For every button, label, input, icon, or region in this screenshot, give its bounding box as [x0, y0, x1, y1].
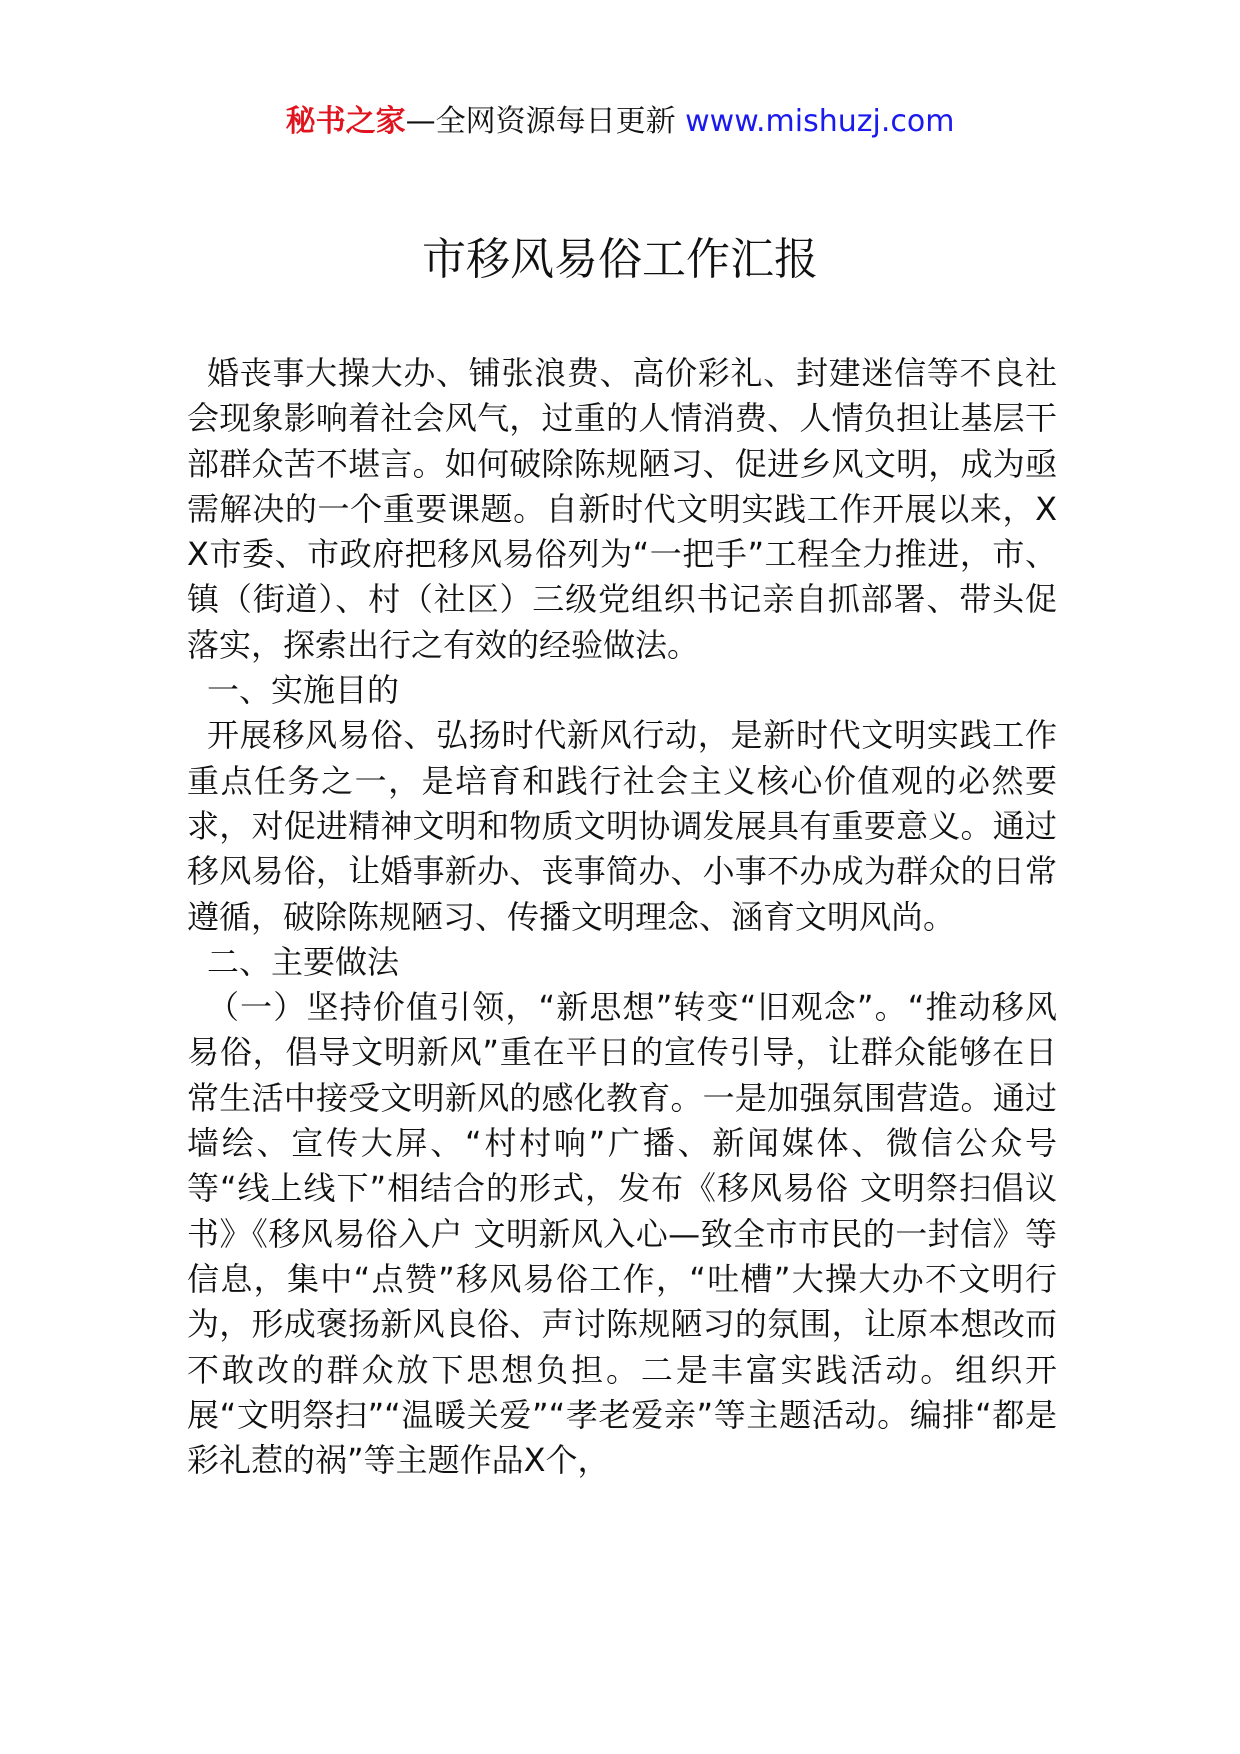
measures-paragraph: （一）坚持价值引领，“新思想”转变“旧观念”。“推动移风易俗，倡导文明新风”重在平日的宣传引导，让群众能够在日常生活中接受文明新风的感化教育。一是加强氛围营造。通过墙绘、宣传大屏、“村村响”广播、新闻媒体、微信公众号等“线上线下”相结合的形式，发布《移风易俗 文明祭扫倡议书》《移风易俗入户 文明新风入心—致全市市民的一封信》等信息，集中“点赞”移风易俗工作，“吐槽”大操大办不文明行为，形成褒扬新风良俗、声讨陈规陋习的氛围，让原本想改而不敢改的群众放下思想负担。二是丰富实践活动。组织开展“文明祭扫”“温暖关爱”“孝老爱亲”等主题活动。编排“都是彩礼惹的祸”等主题作品X个，	[187, 988, 1057, 1480]
document-body	[187, 351, 1057, 1483]
document-title: 市移风易俗工作汇报	[422, 234, 818, 285]
header-tagline: —全网资源每日更新	[405, 104, 686, 139]
section-heading-purpose: 一、实施目的	[207, 671, 400, 710]
purpose-paragraph: 开展移风易俗、弘扬时代新风行动，是新时代文明实践工作重点任务之一，是培育和践行社会主义核心价值观的必然要求，对促进精神文明和物质文明协调发展具有重要意义。通过移风易俗，让婚事新办、丧事简办、小事不办成为群众的日常遵循，破除陈规陋习、传播文明理念、涵育文明风尚。	[187, 716, 1057, 936]
site-header	[0, 100, 1240, 144]
brand-name: 秘书之家	[285, 104, 406, 139]
site-url-link[interactable]: www.mishuzj.com	[685, 104, 955, 139]
section-heading-measures: 二、主要做法	[207, 942, 400, 981]
intro-paragraph: 婚丧事大操大办、铺张浪费、高价彩礼、封建迷信等不良社会现象影响着社会风气，过重的人情消费、人情负担让基层干部群众苦不堪言。如何破除陈规陋习、促进乡风文明，成为亟需解决的一个重要课题。自新时代文明实践工作开展以来，XX市委、市政府把移风易俗列为“一把手”工程全力推进，市、镇（街道）、村（社区）三级党组织书记亲自抓部署、带头促落实，探索出行之有效的经验做法。	[187, 354, 1057, 664]
